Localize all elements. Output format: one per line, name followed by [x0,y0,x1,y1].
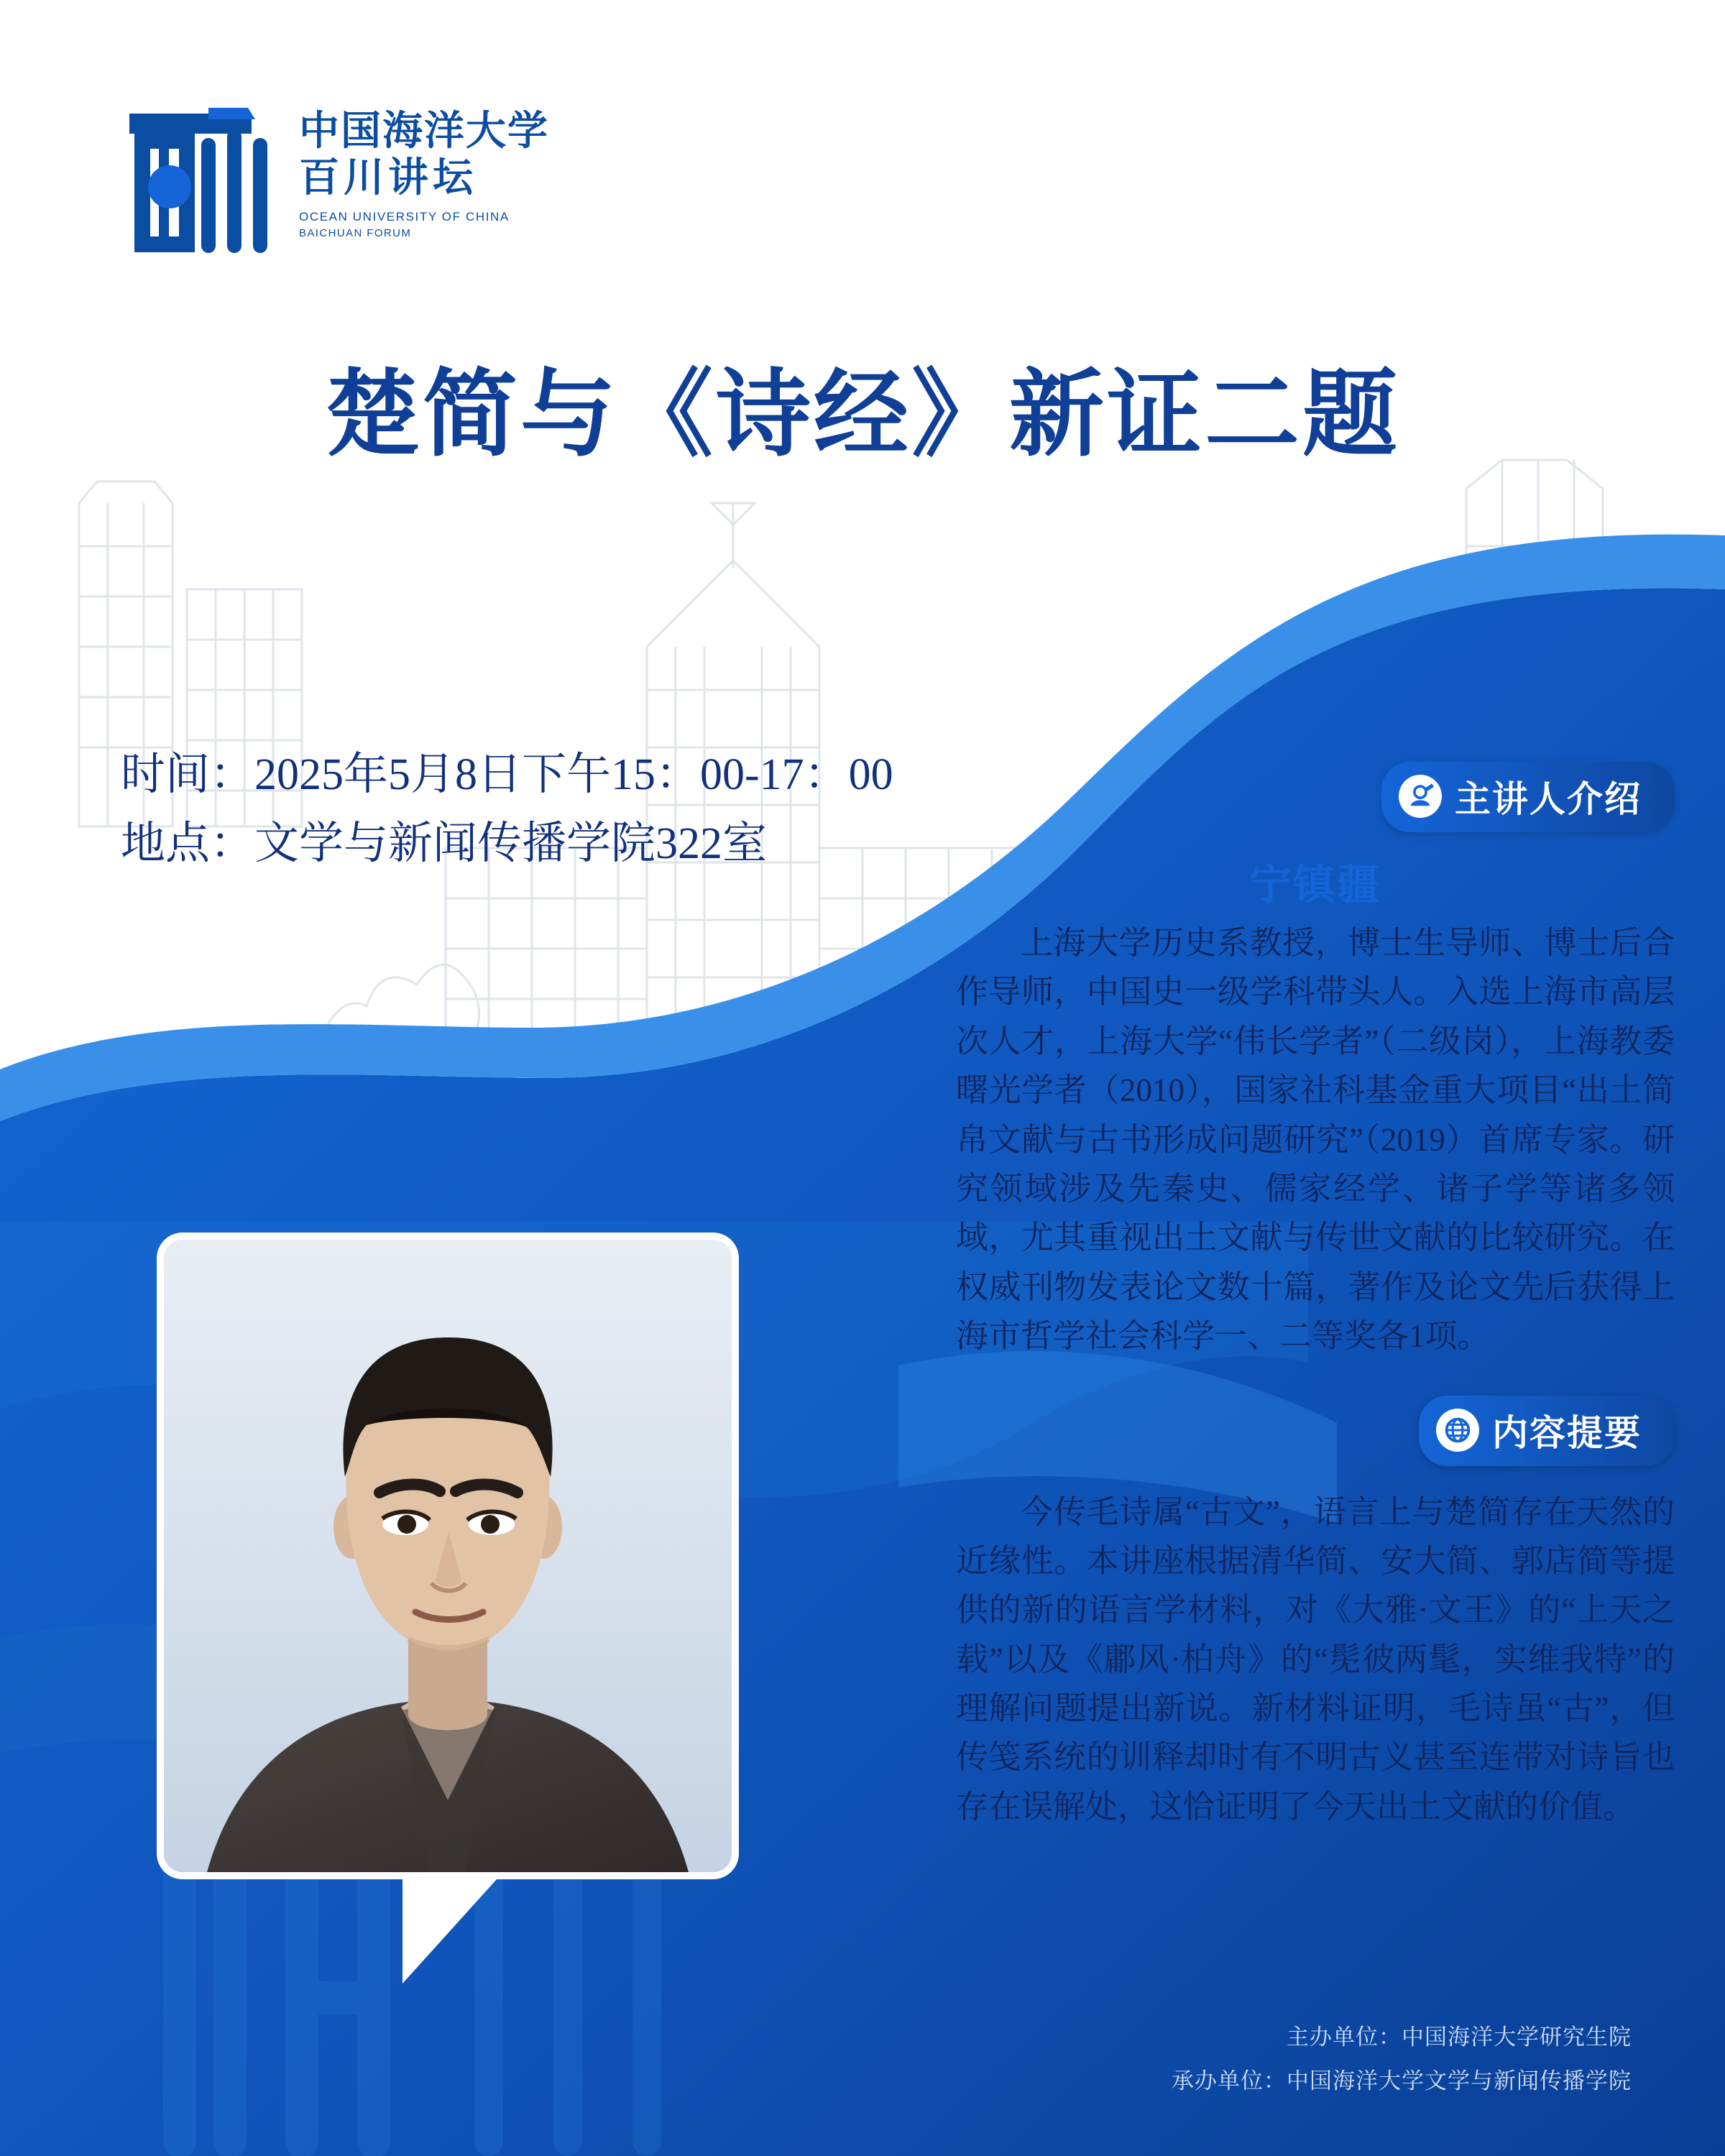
person-stamp-icon [1399,775,1442,818]
speaker-portrait-frame [164,1240,732,1872]
section-spacer [956,1361,1675,1396]
content-section-badge [1419,1396,1675,1466]
speaker-badge-row [956,762,1675,832]
globe-icon [1436,1409,1479,1452]
event-meta [121,740,893,878]
speaker-name: 宁镇疆 [1249,862,1381,908]
brand-logo [101,79,549,259]
speaker-section-label: 主讲人介绍 [1455,779,1642,819]
speaker-section-badge [1381,762,1675,832]
content-badge-row [956,1396,1675,1466]
brand-forum-cn: 百川讲坛 [299,156,477,201]
event-time: 时间：2025年5月8日下午15：00-17：00 [121,750,893,799]
speaker-bio: 上海大学历史系教授，博士生导师、博士后合作导师，中国史一级学科带头人。入选上海市高层次人才，上海大学“伟长学者”（二级岗），上海教委曙光学者（2010），国家社科基金重大项目“出土简帛文献与古书形成问题研究”（2019）首席专家。研究领域涉及先秦史、儒家经学、诸子学等诸多领域，尤其重视出土文献与传世文献的比较研究。在权威刊物发表论文数十篇，著作及论文先后获得上海市哲学社会科学一、二等奖各1项。 [956,925,1675,1355]
page-title: 楚简与《诗经》新证二题 [325,362,1400,468]
brand-forum-en: BAICHUAN FORUM [299,227,412,240]
brand-logo-text [299,98,549,240]
speaker-portrait [164,1240,732,1872]
co-organizer-line: 承办单位：中国海洋大学文学与新闻传播学院 [1172,2068,1632,2093]
content-section-label: 内容提要 [1492,1412,1642,1453]
event-place: 地点：文学与新闻传播学院322室 [121,819,768,869]
organizer-line: 主办单位：中国海洋大学研究生院 [1287,2024,1632,2050]
baichuan-logo-icon [101,79,280,259]
right-column [956,762,1675,1831]
content-summary: 今传毛诗属“古文”，语言上与楚简存在天然的近缘性。本讲座根据清华简、安大简、郭店简等提供的新的语言学材料，对《大雅·文王》的“上天之载”以及《鄘风·柏舟》的“髧彼两髦，实维我特”的理解问题提出新说。新材料证明，毛诗虽“古”，但传笺系统的训释却时有不明古义甚至连带对诗旨也存在误解处，这恰证明了今天出土文献的价值。 [956,1493,1675,1825]
brand-name-cn: 中国海洋大学 [299,109,549,154]
footer-organizers [1172,2016,1632,2103]
brand-name-en: OCEAN UNIVERSITY OF CHINA [299,210,510,224]
